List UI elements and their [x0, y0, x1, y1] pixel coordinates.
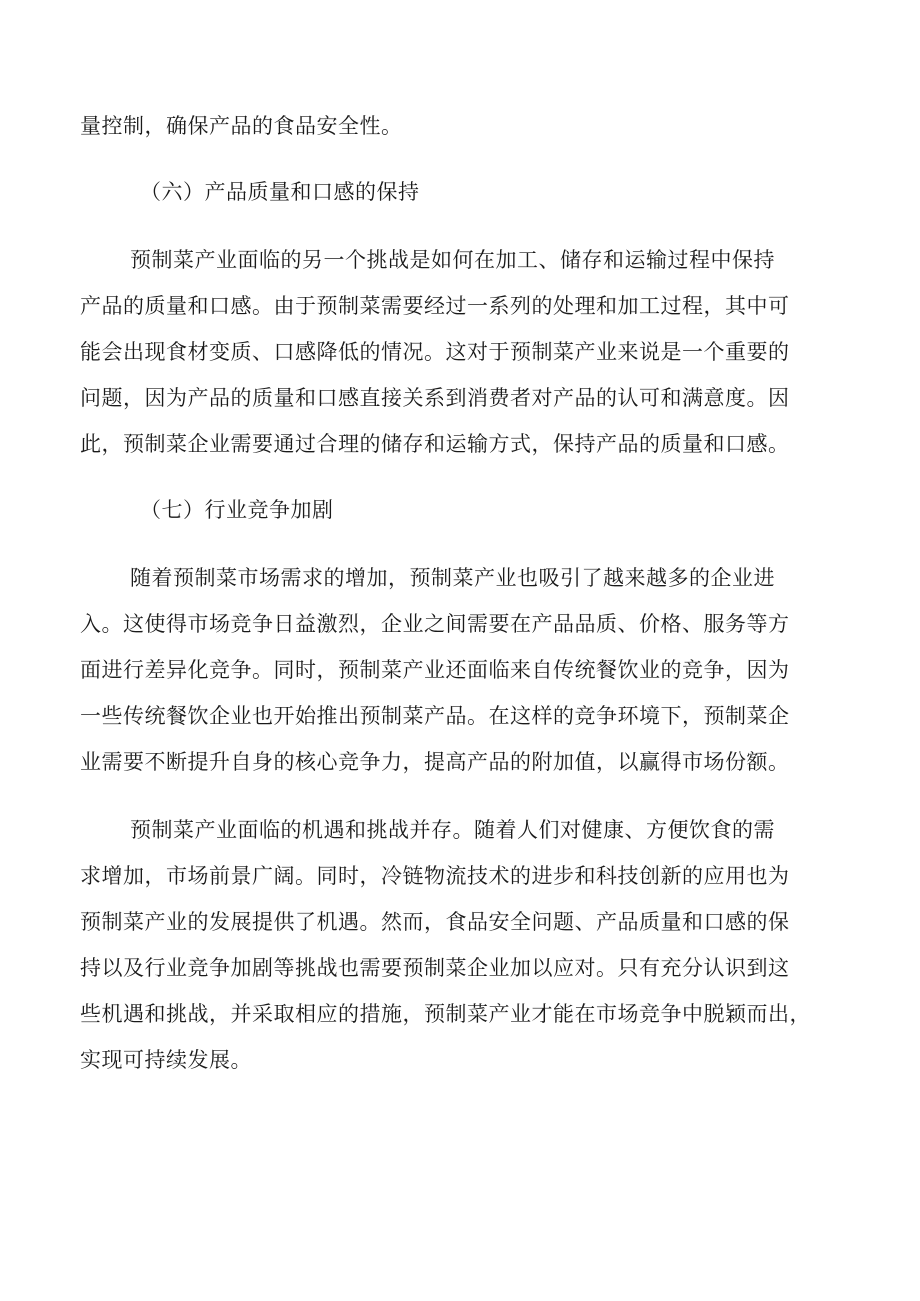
- text-line: 预制菜产业的发展提供了机遇。然而，食品安全问题、产品质量和口感的保: [80, 910, 790, 934]
- text-line: 量控制，确保产品的食品安全性。: [80, 114, 403, 138]
- continuation-paragraph: [80, 103, 840, 149]
- text-line: 持以及行业竞争加剧等挑战也需要预制菜企业加以应对。只有充分认识到这: [80, 956, 790, 980]
- text-line: 预制菜产业面临的机遇和挑战并存。随着人们对健康、方便饮食的需: [130, 818, 775, 842]
- text-line: 随着预制菜市场需求的增加，预制菜产业也吸引了越来越多的企业进: [130, 566, 775, 590]
- text-line: 能会出现食材变质、口感降低的情况。这对于预制菜产业来说是一个重要的: [80, 340, 790, 364]
- text-line: 业需要不断提升自身的核心竞争力，提高产品的附加值，以赢得市场份额。: [80, 750, 790, 774]
- body-paragraph: [80, 807, 840, 1083]
- text-line: 些机遇和挑战，并采取相应的措施，预制菜产业才能在市场竞争中脱颖而出，: [80, 1002, 811, 1026]
- text-line: 产品的质量和口感。由于预制菜需要经过一系列的处理和加工过程，其中可: [80, 294, 790, 318]
- text-line: 预制菜产业面临的另一个挑战是如何在加工、储存和运输过程中保持: [130, 248, 775, 272]
- body-paragraph: [80, 555, 840, 785]
- text-line: 一些传统餐饮企业也开始推出预制菜产品。在这样的竞争环境下，预制菜企: [80, 704, 790, 728]
- text-line: 入。这使得市场竞争日益激烈，企业之间需要在产品品质、价格、服务等方: [80, 612, 790, 636]
- text-line: 此，预制菜企业需要通过合理的储存和运输方式，保持产品的质量和口感。: [80, 432, 790, 456]
- document-body: [80, 103, 840, 1083]
- text-line: 问题，因为产品的质量和口感直接关系到消费者对产品的认可和满意度。因: [80, 386, 790, 410]
- section-heading: （七）行业竞争加剧: [140, 498, 334, 522]
- text-line: 求增加，市场前景广阔。同时，冷链物流技术的进步和科技创新的应用也为: [80, 864, 790, 888]
- section-heading: （六）产品质量和口感的保持: [140, 180, 420, 204]
- text-line: 面进行差异化竞争。同时，预制菜产业还面临来自传统餐饮业的竞争，因为: [80, 658, 790, 682]
- text-line: 实现可持续发展。: [80, 1048, 252, 1072]
- body-paragraph: [80, 237, 840, 467]
